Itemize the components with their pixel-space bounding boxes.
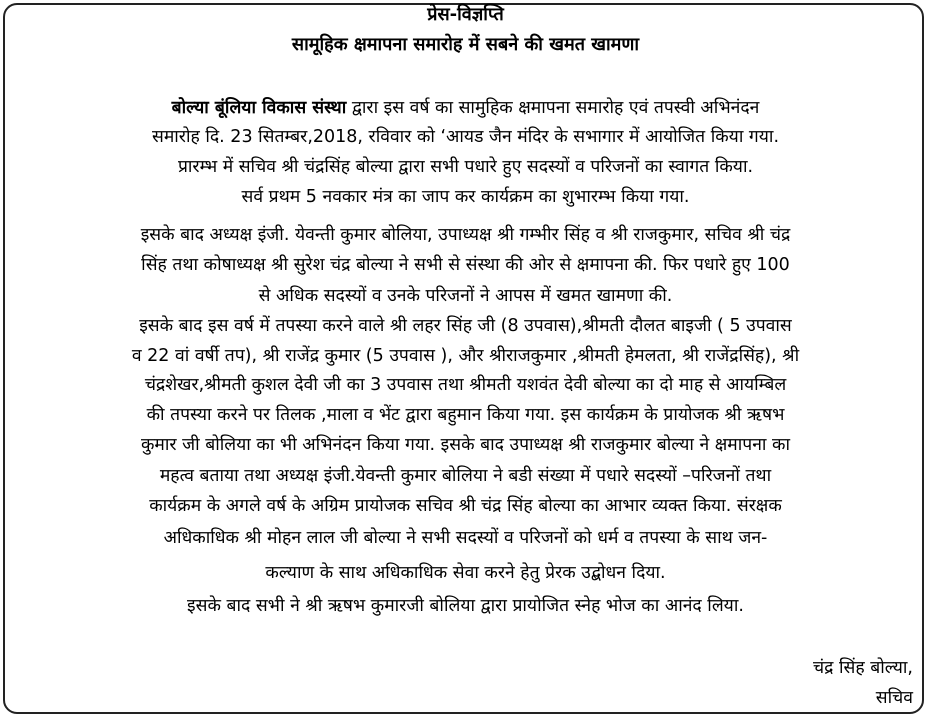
body-line-10: चंद्रशेखर,श्रीमती कुशल देवी जी का 3 उपवास तथा श्रीमती यशवंत देवी बोल्या का दो माह से आयम्बिल	[144, 375, 787, 395]
body-line-11: की तपस्या करने पर तिलक ,माला व भेंट द्वारा बहुमान किया गया. इस कार्यक्रम के प्रायोजक श्री ऋषभ	[146, 405, 785, 425]
body-line-9: व 22 वां वर्षी तप), श्री राजेंद्र कुमार (5 उपवास ), और श्रीराजकुमार ,श्रीमती हेमलता, श्री राजेंद्रसिंह), श्री	[131, 346, 800, 366]
body-line-1	[0, 97, 931, 119]
signature-name: चंद्र सिंह बोल्या,	[813, 658, 913, 678]
body-line-14: कार्यक्रम के अगले वर्ष के अग्रिम प्रायोजक सचिव श्री चंद्र सिंह बोल्या का आभार व्यक्त किया. संरक्षक	[149, 496, 782, 516]
body-line-2: समारोह दि. 23 सितम्बर,2018, रविवार को ‘आयड जैन मंदिर के सभागार में आयोजित किया गया.	[151, 127, 780, 147]
organization-name: बोल्या बूंलिया विकास संस्था	[171, 98, 347, 118]
body-line-15: अधिकाधिक श्री मोहन लाल जी बोल्या ने सभी सदस्यों व परिजनों को धर्म व तपस्या के साथ जन-	[163, 528, 768, 548]
signature-designation: सचिव	[875, 688, 913, 708]
body-line-5: इसके बाद अध्यक्ष इंजी. येवन्ती कुमार बोलिया, उपाध्यक्ष श्री गम्भीर सिंह व श्री राजकुमार, सचिव श्री चंद्र	[140, 225, 791, 245]
body-line-4: सर्व प्रथम 5 नवकार मंत्र का जाप कर कार्यक्रम का शुभारम्भ किया गया.	[241, 187, 690, 207]
body-line-1-text: द्वारा इस वर्ष का सामुहिक क्षमापना समारोह एवं तपस्वी अभिनंदन	[346, 98, 760, 118]
body-line-16: कल्याण के साथ अधिकाधिक सेवा करने हेतु प्रेरक उद्बोधन दिया.	[265, 563, 666, 583]
body-line-12: कुमार जी बोलिया का भी अभिनंदन किया गया. इसके बाद उपाध्यक्ष श्री राजकुमार बोल्या ने क्षमापना का	[140, 435, 791, 455]
body-line-13: महत्व बताया तथा अध्यक्ष इंजी.येवन्ती कुमार बोलिया ने बडी संख्या में पधारे सदस्यों –परिजनों तथा	[159, 466, 772, 486]
press-release-subtitle: सामूहिक क्षमापना समारोह में सबने की खमत खामणा	[291, 34, 640, 55]
body-line-6: सिंह तथा कोषाध्यक्ष श्री सुरेश चंद्र बोल्या ने सभी से संस्था की ओर से क्षमापना की. फिर पधारे हुए 100	[141, 255, 790, 275]
press-release-title: प्रेस-विज्ञप्ति	[427, 4, 504, 25]
body-line-8: इसके बाद इस वर्ष में तपस्या करने वाले श्री लहर सिंह जी (8 उपवास),श्रीमती दौलत बाइजी ( 5 उपवास	[139, 316, 792, 336]
body-line-17: इसके बाद सभी ने श्री ऋषभ कुमारजी बोलिया द्वारा प्रायोजित स्नेह भोज का आनंद लिया.	[187, 596, 744, 616]
body-line-7: से अधिक सदस्यों व उनके परिजनों ने आपस में खमत खामणा की.	[258, 286, 673, 306]
body-line-3: प्रारम्भ में सचिव श्री चंद्रसिंह बोल्या द्वारा सभी पधारे हुए सदस्यों व परिजनों का स्वागत किया.	[177, 157, 754, 177]
